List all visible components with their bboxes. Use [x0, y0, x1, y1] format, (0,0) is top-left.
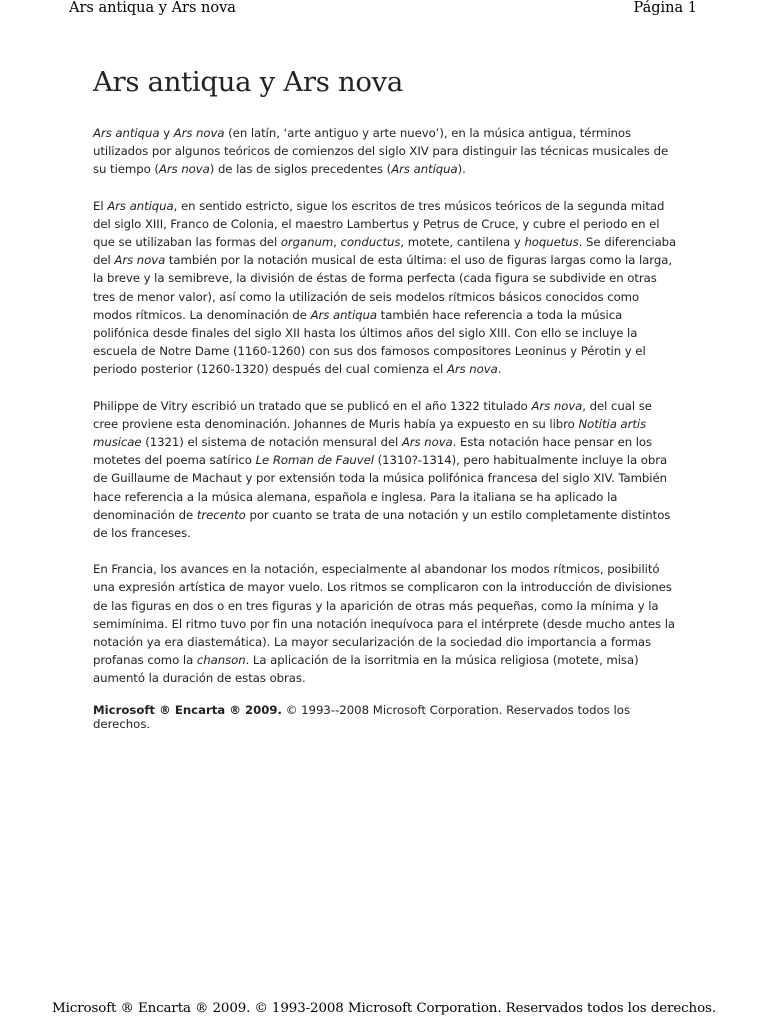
italic-term: Ars nova	[401, 435, 453, 450]
paragraph	[93, 560, 678, 687]
article	[93, 62, 678, 731]
italic-term: Ars nova	[114, 253, 166, 268]
italic-term: chanson	[196, 653, 246, 668]
italic-term: trecento	[196, 507, 246, 522]
italic-term: Ars antiqua	[93, 126, 160, 140]
text-run: también por la notación musical de esta última: el uso de figuras largas como la larga, la breve y la semibreve, la división de éstas de forma perfecta (cada figura se subdivide en otras tres de menor valor), así como la utilización de seis modelos rítmicos básicos conocidos como modos rítmicos. La denominación de	[93, 253, 672, 322]
credit-text: © 1993--2008 Microsoft Corporation. Reservados todos los derechos.	[93, 702, 631, 731]
text-run: Philippe de Vitry escribió un tratado que se publicó en el año 1322 titulado	[93, 398, 532, 413]
text-run: . Esta notación hace pensar en los motetes del poema satírico	[93, 435, 653, 468]
italic-term: Ars nova	[446, 362, 498, 377]
text-run: .	[497, 362, 502, 377]
italic-term: Ars nova	[531, 398, 583, 413]
italic-term: Ars antiqua	[107, 198, 174, 213]
text-run: (1321) el sistema de notación mensural del	[141, 435, 402, 450]
header-page-number: Página 1	[633, 0, 697, 16]
italic-term: Notitia artis musicae	[93, 416, 647, 450]
article-body	[93, 124, 678, 688]
text-run: también hace referencia a toda la música polifónica desde finales del siglo XII hasta los últimos años del siglo XIII. Con ello se incluye la escuela de Notre Dame (1160-1260) con sus dos famosos compositores Leoninus y Pérotin y el periodo posterior (1260-1320) después del cual comienza el	[93, 307, 646, 377]
text-run: El	[93, 198, 108, 213]
italic-term: Ars nova	[158, 162, 210, 177]
text-run: , motete, cantilena y	[400, 235, 525, 250]
italic-term: conductus	[340, 235, 401, 250]
text-run: por cuanto se trata de una notación y un estilo completamente distintos de los franceses.	[93, 507, 671, 541]
running-footer: Microsoft ® Encarta ® 2009. © 1993-2008 Microsoft Corporation. Reservados todos los derechos.	[52, 1001, 716, 1016]
text-run: , del cual se cree proviene esta denominación. Johannes de Muris había ya expuesto en su libro	[93, 398, 652, 431]
paragraph	[93, 197, 678, 379]
text-run: y	[159, 126, 174, 140]
running-header	[0, 0, 768, 22]
italic-term: organum	[280, 235, 334, 250]
text-run: . Se diferenciaba del	[93, 235, 677, 268]
text-run: ,	[333, 235, 341, 250]
text-run: ).	[457, 162, 466, 177]
paragraph	[93, 397, 678, 543]
credit-bold: Microsoft ® Encarta ® 2009.	[93, 702, 282, 717]
italic-term: hoquetus	[524, 235, 579, 250]
header-document-title: Ars antiqua y Ars nova	[69, 0, 236, 16]
text-run: . La aplicación de la isorritmia en la música religiosa (motete, misa) aumentó la duración de estas obras.	[93, 653, 639, 686]
text-run: (1310?-1314), pero habitualmente incluye la obra de Guillaume de Machaut y por extensión toda la música polifónica francesa del siglo XIV. También hace referencia a la música alemana, española e inglesa. Para la italiana se ha aplicado la denominación de	[93, 453, 668, 522]
italic-term: Le Roman de Fauvel	[255, 453, 374, 468]
text-run: (en latín, ‘arte antiguo y arte nuevo’), en la música antigua, términos utilizados por algunos teóricos de comienzos del siglo XIV para distinguir las técnicas musicales de su tiempo (	[93, 126, 669, 177]
paragraph	[93, 124, 678, 179]
italic-term: Ars antiqua	[391, 162, 458, 177]
article-credit	[93, 703, 678, 731]
text-run: , en sentido estricto, sigue los escritos de tres músicos teóricos de la segunda mitad del siglo XIII, Franco de Colonia, el maestro Lambertus y Petrus de Cruce, y cubre el periodo en el que se utilizaban las formas del	[93, 198, 665, 250]
italic-term: Ars antiqua	[310, 307, 378, 322]
text-run: ) de las de siglos precedentes (	[209, 162, 392, 177]
article-title: Ars antiqua y Ars nova	[93, 66, 403, 98]
text-run: En Francia, los avances en la notación, especialmente al abandonar los modos rítmicos, posibilitó una expresión artística de mayor vuelo. Los ritmos se complicaron con la introducción de divisiones de las figuras en dos o en tres figuras y la aparición de otras más pequeñas, como la mínima y la semimínima. El ritmo tuvo por fin una notación inequívoca para el intérprete (desde mucho antes la notación ya era diastemática). La mayor secularización de la sociedad dio importancia a formas profanas como la	[93, 562, 676, 668]
italic-term: Ars nova	[173, 126, 225, 140]
